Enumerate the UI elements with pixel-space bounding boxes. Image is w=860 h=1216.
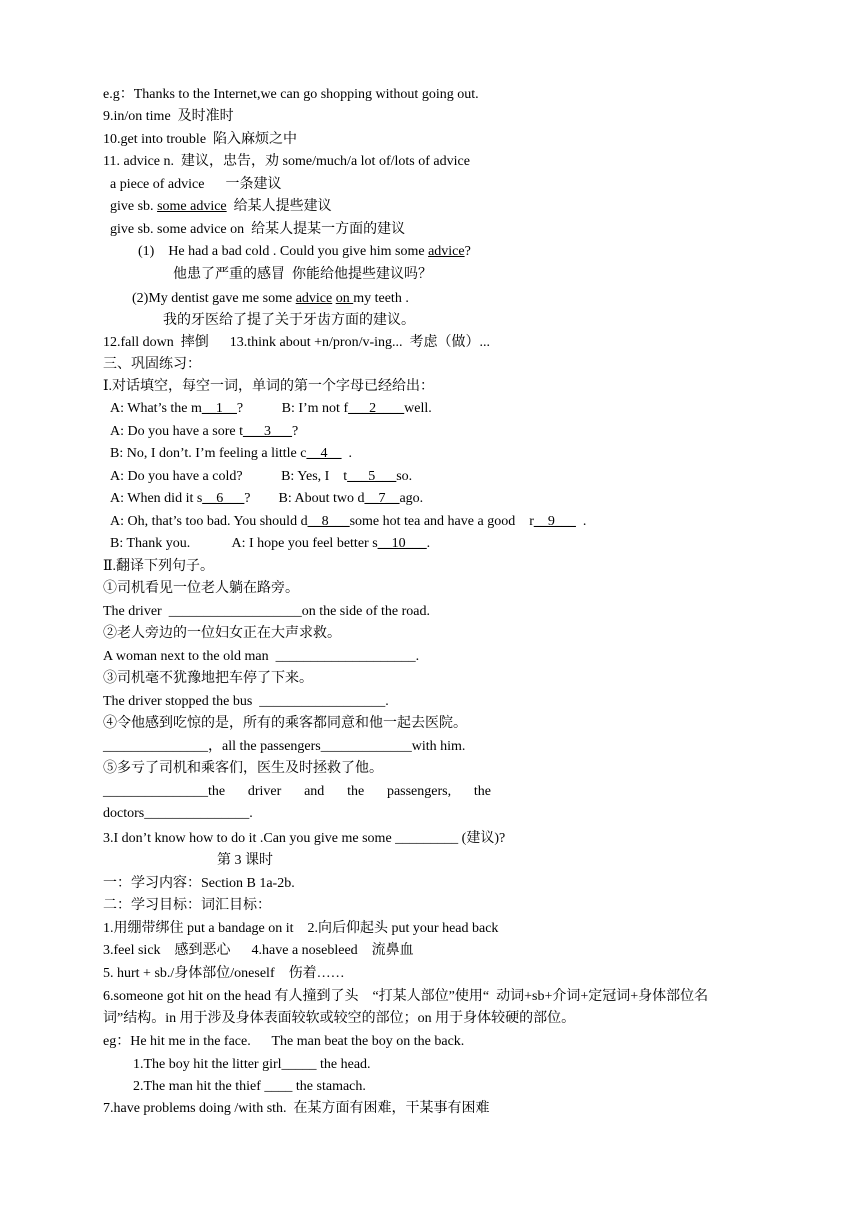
vocab-1-2: 1.用绷带绑住 put a bandage on it 2.向后仰起头 put your head back: [103, 921, 499, 936]
translate-4-chinese: ④令他感到吃惊的是，所有的乘客都同意和他一起去医院。: [103, 716, 467, 731]
vocab-6-cont: 词”结构。in 用于涉及身体表面较软或较空的部位；on 用于身体较硬的部位。: [103, 1011, 576, 1026]
dialogue-line-4: A: Do you have a cold? B: Yes, I t___5___so.: [110, 469, 413, 484]
advice-give-some: give sb. some advice 给某人提些建议: [110, 199, 332, 214]
translate-2-chinese: ②老人旁边的一位妇女正在大声求救。: [103, 626, 341, 641]
dialogue-line-6: A: Oh, that’s too bad. You should d__8___some hot tea and have a good r__9___ .: [110, 514, 587, 529]
dialogue-line-7: B: Thank you. A: I hope you feel better s__10___.: [110, 536, 431, 551]
hit-example: eg：He hit me in the face. The man beat the boy on the back.: [103, 1034, 465, 1049]
vocab-5: 5. hurt + sb./身体部位/oneself 伤着……: [103, 966, 345, 981]
item-11-advice: 11. advice n. 建议，忠告，劝 some/much/a lot of/lots of advice: [103, 154, 470, 169]
hit-exercise-2: 2.The man hit the thief ____ the stamach.: [133, 1079, 366, 1094]
translate-5-english: _______________the driver and the passengers, the: [103, 784, 491, 799]
dialogue-line-2: A: Do you have a sore t___3___?: [110, 424, 299, 439]
translate-3-chinese: ③司机毫不犹豫地把车停了下来。: [103, 671, 313, 686]
advice-example-1-translation: 他患了严重的感冒 你能给他提些建议吗？: [173, 267, 432, 282]
hit-exercise-1: 1.The boy hit the litter girl_____ the head.: [133, 1057, 371, 1072]
section-3-heading: 三、巩固练习：: [103, 357, 201, 372]
advice-piece: a piece of advice 一条建议: [110, 177, 282, 192]
vocab-7: 7.have problems doing /with sth. 在某方面有困难，干某事有困难: [103, 1101, 490, 1116]
advice-example-1: (1) He had a bad cold . Could you give him some advice?: [138, 244, 471, 259]
translate-3-english: The driver stopped the bus __________________.: [103, 694, 389, 709]
items-12-13: 12.fall down 摔倒 13.think about +n/pron/v-ing... 考虑（做）...: [103, 335, 491, 350]
dialogue-line-5: A: When did it s__6___? B: About two d__7__ago.: [110, 491, 424, 506]
example-internet: e.g：Thanks to the Internet,we can go shopping without going out.: [103, 87, 479, 102]
translate-4-english: _______________，all the passengers_____________with him.: [103, 739, 466, 754]
vocab-3-4: 3.feel sick 感到恶心 4.have a nosebleed 流鼻血: [103, 943, 414, 958]
translate-1-english: The driver ___________________on the side of the road.: [103, 604, 430, 619]
translate-1-chinese: ①司机看见一位老人躺在路旁。: [103, 581, 299, 596]
lesson-3-title: 第 3 课时: [217, 853, 273, 868]
dialogue-line-1: A: What’s the m__1__? B: I’m not f___2____well.: [110, 401, 432, 416]
advice-example-2: (2)My dentist gave me some advice on my teeth .: [132, 291, 409, 306]
exercise-2-heading: Ⅱ.翻译下列句子。: [103, 559, 215, 574]
translate-5-english-cont: doctors_______________.: [103, 806, 253, 821]
item-10-get-into-trouble: 10.get into trouble 陷入麻烦之中: [103, 132, 298, 147]
translate-2-english: A woman next to the old man ____________________.: [103, 649, 420, 664]
advice-example-2-translation: 我的牙医给了提了关于牙齿方面的建议。: [163, 313, 415, 328]
learning-goals: 二：学习目标：词汇目标：: [103, 898, 271, 913]
vocab-6: 6.someone got hit on the head 有人撞到了头 “打某人部位”使用“ 动词+sb+介词+定冠词+身体部位名: [103, 989, 709, 1004]
advice-give-on: give sb. some advice on 给某人提某一方面的建议: [110, 222, 406, 237]
dialogue-line-3: B: No, I don’t. I’m feeling a little c__4__ .: [110, 446, 352, 461]
item-9-on-time: 9.in/on time 及时准时: [103, 109, 234, 124]
translate-5-chinese: ⑤多亏了司机和乘客们，医生及时拯救了他。: [103, 761, 383, 776]
learning-content: 一：学习内容：Section B 1a-2b.: [103, 876, 295, 891]
fill-advice-question: 3.I don’t know how to do it .Can you give me some _________ (建议)?: [103, 831, 506, 846]
exercise-1-heading: Ⅰ.对话填空，每空一词，单词的第一个字母已经给出：: [103, 379, 435, 394]
